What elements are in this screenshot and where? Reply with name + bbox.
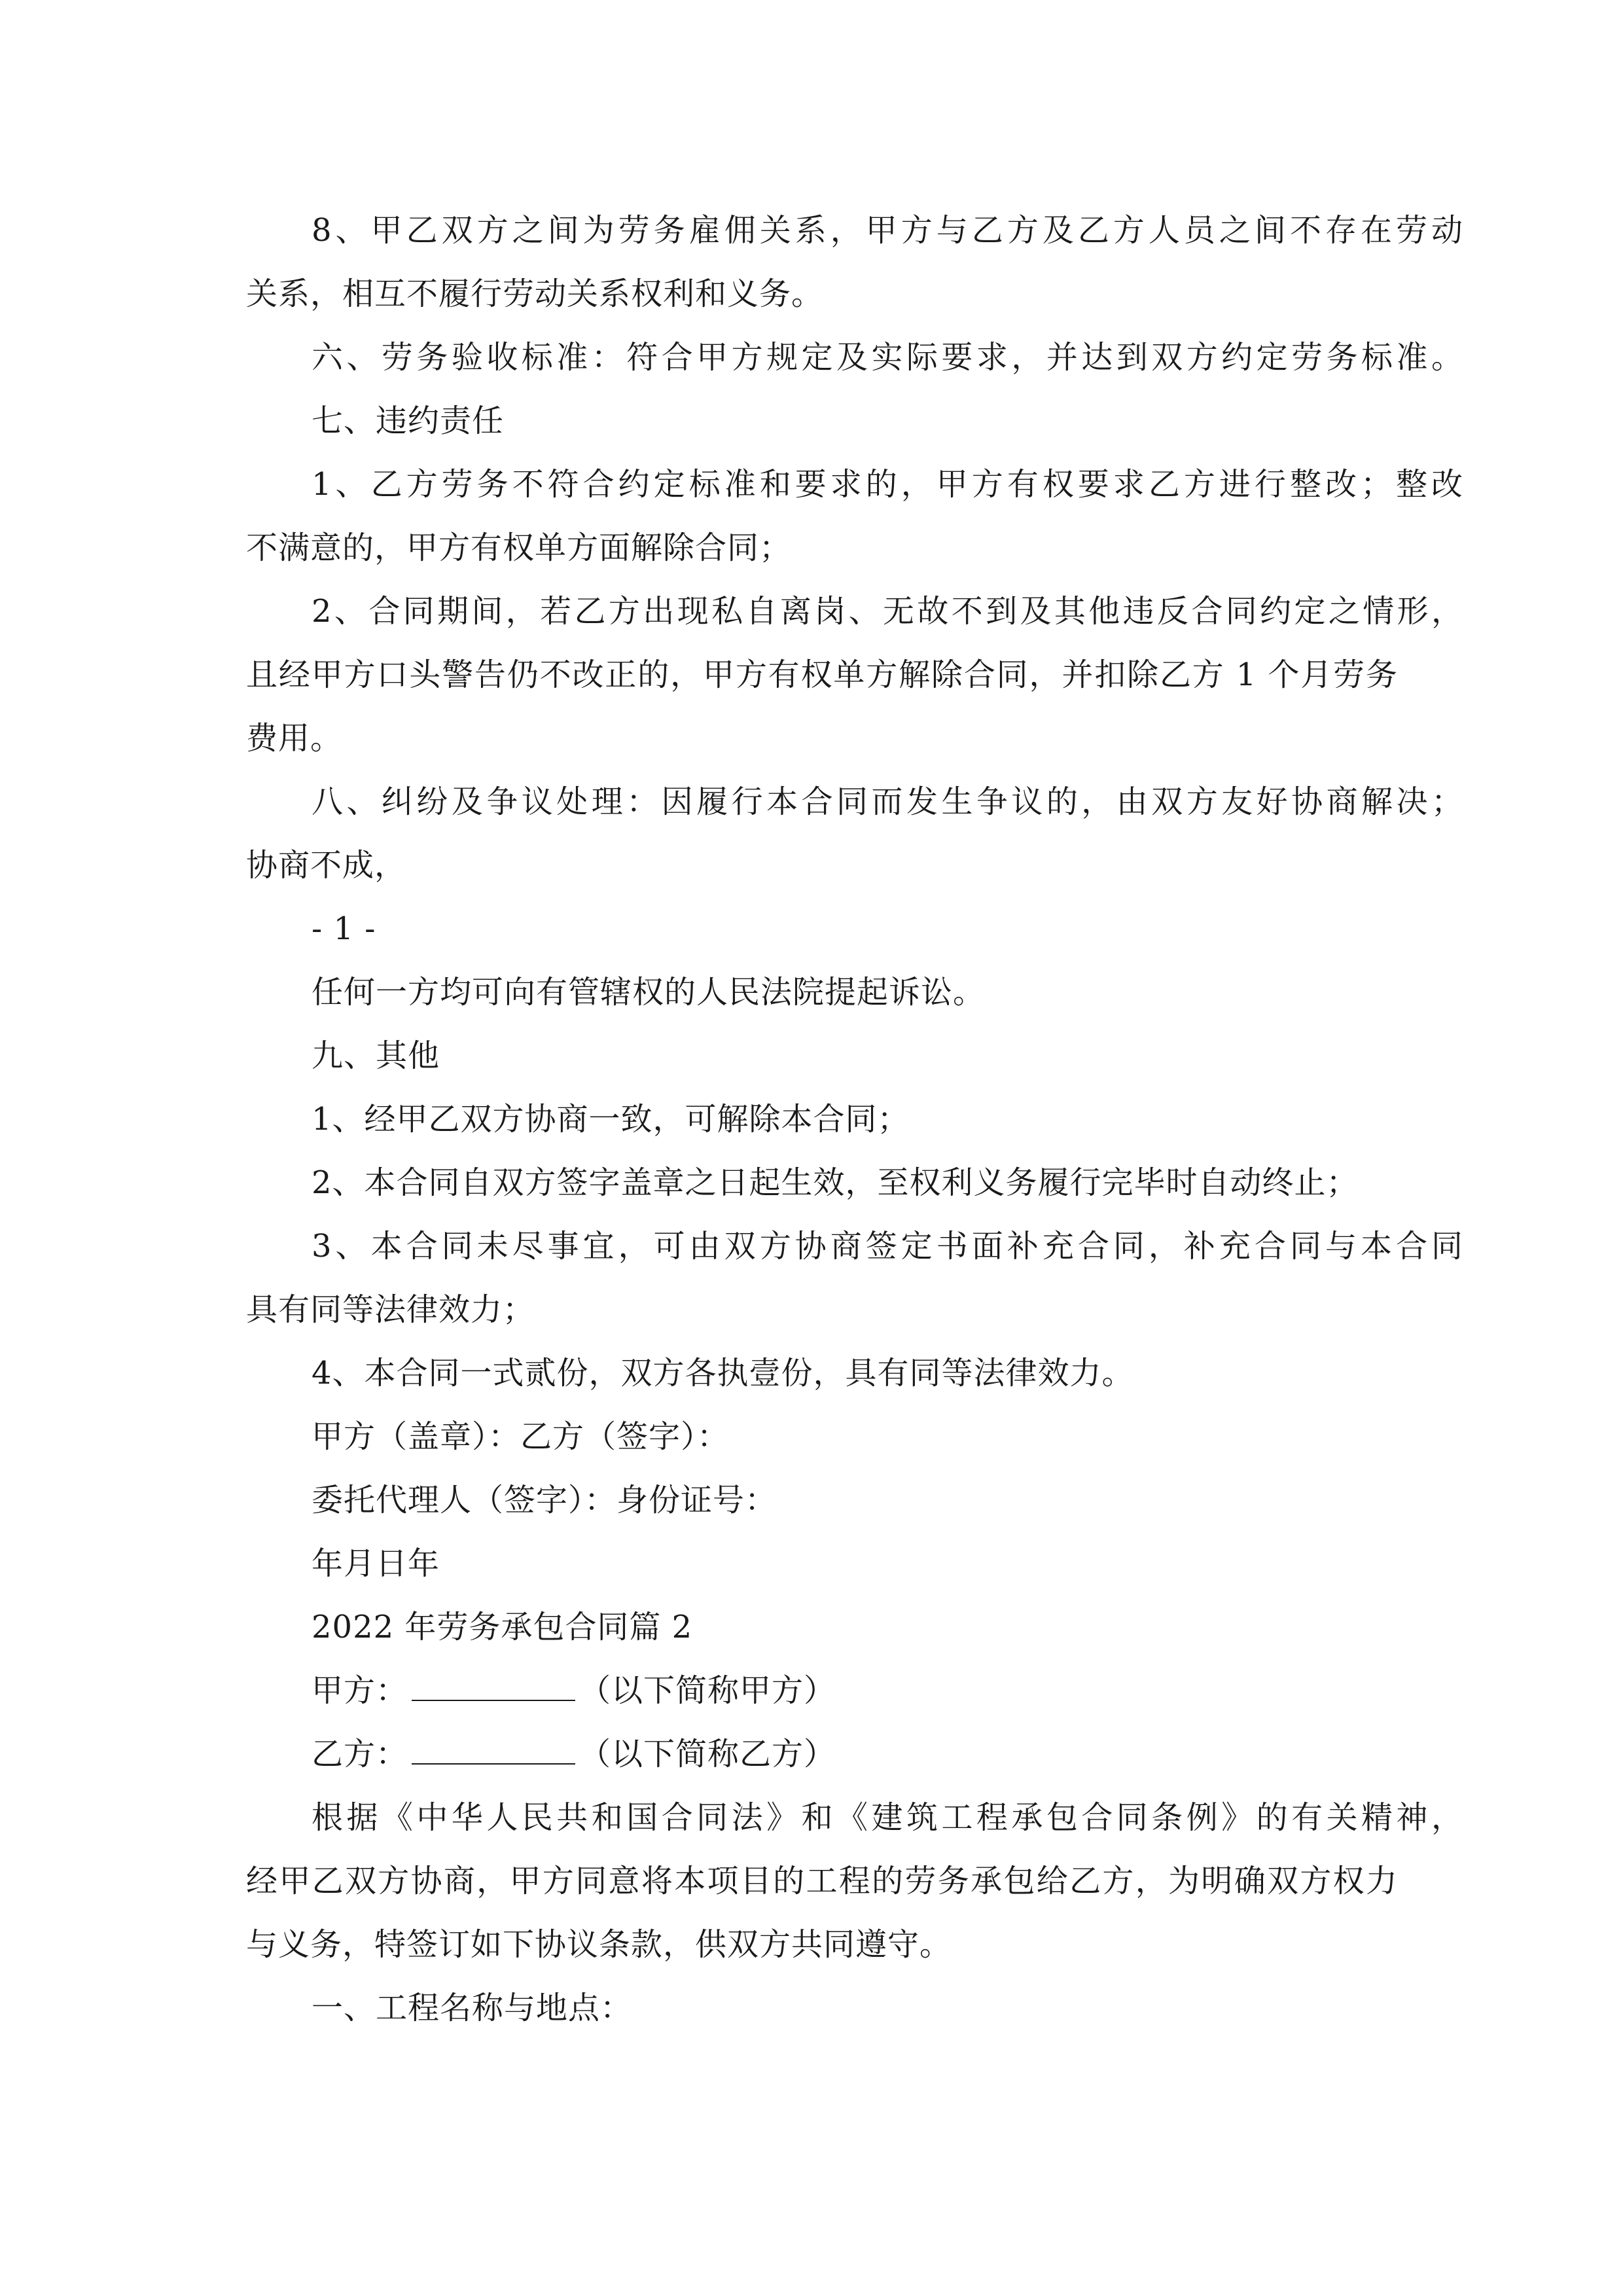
- section-8-line-3: 任何一方均可向有管辖权的人民法院提起诉讼。: [312, 974, 986, 1011]
- contract-2-title: 2022 年劳务承包合同篇 2: [312, 1609, 693, 1645]
- party-a-blank: [412, 1671, 575, 1701]
- clause-8-line-2: 关系，相互不履行劳动关系权利和义务。: [246, 276, 824, 312]
- section-6-acceptance: 六、劳务验收标准：符合甲方规定及实际要求，并达到双方约定劳务标准。: [312, 339, 1463, 376]
- section-8-line-2: 协商不成，: [246, 847, 407, 884]
- party-a-suffix: （以下简称甲方）: [579, 1672, 836, 1709]
- date-line: 年月日年: [312, 1545, 440, 1582]
- preamble-line-3: 与义务，特签订如下协议条款，供双方共同遵守。: [246, 1926, 952, 1963]
- party-b-suffix: （以下简称乙方）: [579, 1736, 836, 1772]
- section-7-heading: 七、违约责任: [312, 403, 505, 439]
- signature-party-line: 甲方（盖章）：乙方（签字）：: [312, 1418, 730, 1455]
- breach-1-line-1: 1、乙方劳务不符合约定标准和要求的，甲方有权要求乙方进行整改；整改: [312, 466, 1463, 503]
- section-9-heading: 九、其他: [312, 1037, 440, 1074]
- page-number: - 1 -: [312, 910, 376, 947]
- preamble-line-2: 经甲乙双方协商，甲方同意将本项目的工程的劳务承包给乙方，为明确双方权力: [246, 1863, 1398, 1899]
- section-1-heading: 一、工程名称与地点：: [312, 1990, 633, 2026]
- party-a-line: [312, 1671, 1463, 1710]
- signature-agent-line: 委托代理人（签字）：身份证号：: [312, 1482, 777, 1518]
- breach-1-line-2: 不满意的，甲方有权单方面解除合同；: [246, 529, 792, 566]
- other-2: 2、本合同自双方签字盖章之日起生效，至权利义务履行完毕时自动终止；: [312, 1164, 1359, 1201]
- party-b-label: 乙方：: [312, 1736, 408, 1772]
- other-3-line-1: 3、本合同未尽事宜，可由双方协商签定书面补充合同，补充合同与本合同: [312, 1228, 1463, 1265]
- other-3-line-2: 具有同等法律效力；: [246, 1291, 535, 1328]
- preamble-line-1: 根据《中华人民共和国合同法》和《建筑工程承包合同条例》的有关精神，: [312, 1799, 1463, 1836]
- breach-2-line-1: 2、合同期间，若乙方出现私自离岗、无故不到及其他违反合同约定之情形，: [312, 593, 1463, 630]
- party-b-line: [312, 1734, 1463, 1774]
- other-1: 1、经甲乙双方协商一致，可解除本合同；: [312, 1101, 910, 1138]
- breach-2-line-2: 且经甲方口头警告仍不改正的，甲方有权单方解除合同，并扣除乙方 1 个月劳务: [246, 656, 1398, 693]
- party-a-label: 甲方：: [312, 1672, 408, 1709]
- party-b-blank: [412, 1734, 575, 1765]
- breach-2-line-3: 费用。: [246, 720, 343, 757]
- other-4: 4、本合同一式贰份，双方各执壹份，具有同等法律效力。: [312, 1355, 1134, 1391]
- clause-8-line-1: 8、甲乙双方之间为劳务雇佣关系，甲方与乙方及乙方人员之间不存在劳动: [312, 212, 1463, 249]
- section-8-line-1: 八、纠纷及争议处理：因履行本合同而发生争议的，由双方友好协商解决；: [312, 783, 1463, 820]
